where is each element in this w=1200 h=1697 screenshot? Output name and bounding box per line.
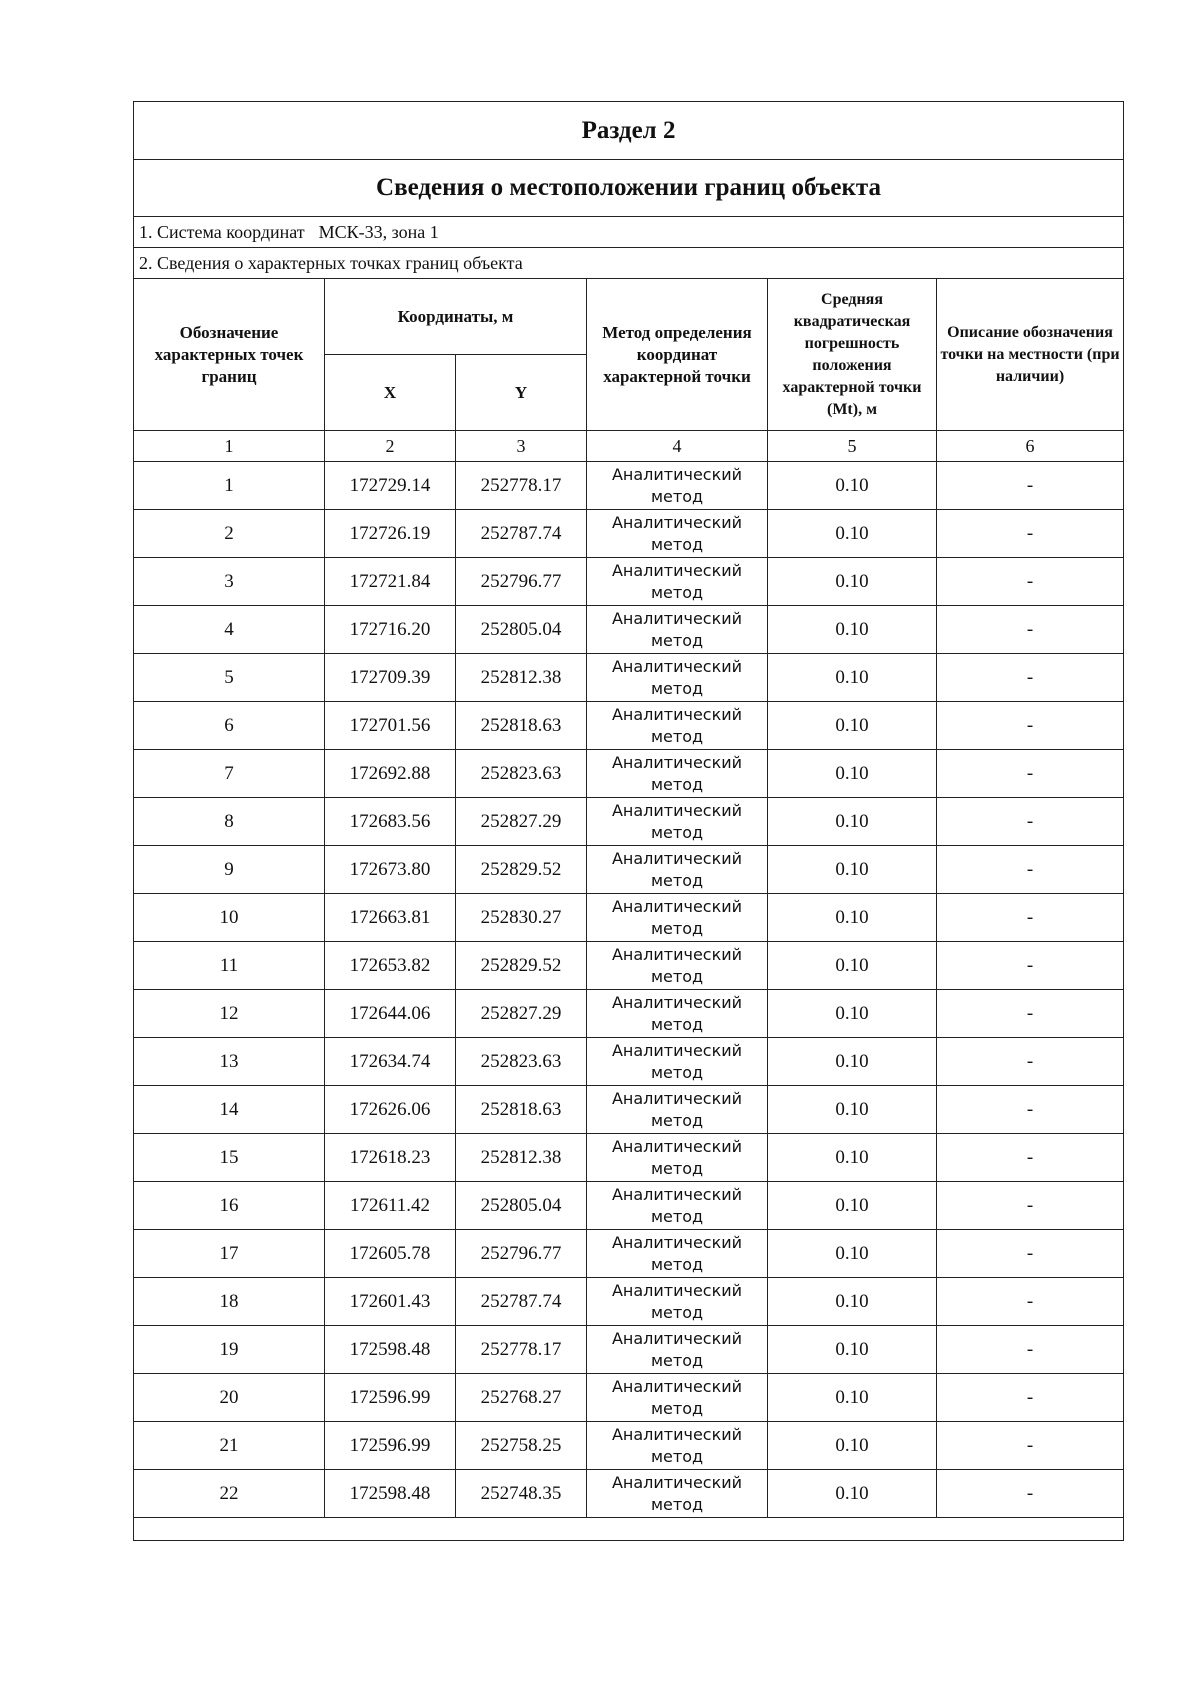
column-numbers-row <box>134 431 1124 462</box>
mean-square-error: 0.10 <box>768 846 937 894</box>
mean-square-error: 0.10 <box>768 798 937 846</box>
coord-x: 172626.06 <box>325 1086 456 1134</box>
section-table <box>133 101 1124 1541</box>
point-number: 9 <box>134 846 325 894</box>
coord-x: 172634.74 <box>325 1038 456 1086</box>
coord-y: 252787.74 <box>456 1278 587 1326</box>
point-description: - <box>937 1326 1124 1374</box>
point-number: 3 <box>134 558 325 606</box>
col-header-y: Y <box>456 355 587 431</box>
mean-square-error: 0.10 <box>768 558 937 606</box>
coord-y: 252796.77 <box>456 1230 587 1278</box>
coord-y: 252778.17 <box>456 462 587 510</box>
column-number: 4 <box>587 431 768 462</box>
mean-square-error: 0.10 <box>768 1470 937 1518</box>
mean-square-error: 0.10 <box>768 462 937 510</box>
point-description: - <box>937 1086 1124 1134</box>
method: Аналитический метод <box>587 702 768 750</box>
coord-y: 252829.52 <box>456 942 587 990</box>
point-description: - <box>937 558 1124 606</box>
mean-square-error: 0.10 <box>768 1326 937 1374</box>
point-description: - <box>937 1470 1124 1518</box>
coord-y: 252823.63 <box>456 750 587 798</box>
point-description: - <box>937 462 1124 510</box>
table-row <box>134 846 1124 894</box>
table-row <box>134 1086 1124 1134</box>
coord-x: 172618.23 <box>325 1134 456 1182</box>
column-number: 1 <box>134 431 325 462</box>
coord-y: 252748.35 <box>456 1470 587 1518</box>
point-description: - <box>937 942 1124 990</box>
coord-y: 252812.38 <box>456 1134 587 1182</box>
method: Аналитический метод <box>587 894 768 942</box>
mean-square-error: 0.10 <box>768 1182 937 1230</box>
column-number: 5 <box>768 431 937 462</box>
coordinate-system-label: 1. Система координат <box>139 221 305 242</box>
table-row <box>134 606 1124 654</box>
coord-x: 172611.42 <box>325 1182 456 1230</box>
section-title: Раздел 2 <box>134 102 1124 160</box>
coord-x: 172598.48 <box>325 1326 456 1374</box>
point-number: 7 <box>134 750 325 798</box>
point-description: - <box>937 1182 1124 1230</box>
coord-x: 172721.84 <box>325 558 456 606</box>
table-row <box>134 1038 1124 1086</box>
table-row <box>134 702 1124 750</box>
point-description: - <box>937 750 1124 798</box>
coord-y: 252758.25 <box>456 1422 587 1470</box>
point-number: 16 <box>134 1182 325 1230</box>
point-number: 20 <box>134 1374 325 1422</box>
coord-x: 172653.82 <box>325 942 456 990</box>
coord-y: 252805.04 <box>456 1182 587 1230</box>
coord-y: 252827.29 <box>456 798 587 846</box>
coord-x: 172726.19 <box>325 510 456 558</box>
method: Аналитический метод <box>587 1038 768 1086</box>
table-row <box>134 510 1124 558</box>
coord-x: 172692.88 <box>325 750 456 798</box>
document-page <box>133 101 1123 1541</box>
mean-square-error: 0.10 <box>768 942 937 990</box>
coord-x: 172596.99 <box>325 1422 456 1470</box>
point-number: 10 <box>134 894 325 942</box>
mean-square-error: 0.10 <box>768 702 937 750</box>
coord-y: 252818.63 <box>456 1086 587 1134</box>
col-header-method: Метод определения координат характерной точки <box>587 279 768 431</box>
method: Аналитический метод <box>587 1326 768 1374</box>
mean-square-error: 0.10 <box>768 1086 937 1134</box>
point-number: 8 <box>134 798 325 846</box>
point-description: - <box>937 1374 1124 1422</box>
method: Аналитический метод <box>587 1374 768 1422</box>
col-header-error: Средняя квадратическая погрешность положения характерной точки (Mt), м <box>768 279 937 431</box>
mean-square-error: 0.10 <box>768 990 937 1038</box>
table-row <box>134 1326 1124 1374</box>
point-number: 22 <box>134 1470 325 1518</box>
point-number: 2 <box>134 510 325 558</box>
coord-x: 172709.39 <box>325 654 456 702</box>
point-number: 11 <box>134 942 325 990</box>
coordinate-system-row <box>134 217 1124 248</box>
point-number: 4 <box>134 606 325 654</box>
method: Аналитический метод <box>587 1278 768 1326</box>
coord-x: 172716.20 <box>325 606 456 654</box>
mean-square-error: 0.10 <box>768 1230 937 1278</box>
coord-y: 252778.17 <box>456 1326 587 1374</box>
mean-square-error: 0.10 <box>768 750 937 798</box>
coord-y: 252787.74 <box>456 510 587 558</box>
coord-y: 252827.29 <box>456 990 587 1038</box>
table-tail-row <box>134 1518 1124 1541</box>
point-description: - <box>937 990 1124 1038</box>
point-description: - <box>937 510 1124 558</box>
point-description: - <box>937 702 1124 750</box>
mean-square-error: 0.10 <box>768 1134 937 1182</box>
table-row <box>134 942 1124 990</box>
coord-y: 252829.52 <box>456 846 587 894</box>
method: Аналитический метод <box>587 462 768 510</box>
col-header-x: X <box>325 355 456 431</box>
table-row <box>134 1134 1124 1182</box>
method: Аналитический метод <box>587 990 768 1038</box>
point-number: 6 <box>134 702 325 750</box>
method: Аналитический метод <box>587 846 768 894</box>
point-description: - <box>937 606 1124 654</box>
point-description: - <box>937 1230 1124 1278</box>
table-row <box>134 1374 1124 1422</box>
mean-square-error: 0.10 <box>768 654 937 702</box>
coord-y: 252823.63 <box>456 1038 587 1086</box>
column-number: 2 <box>325 431 456 462</box>
column-number: 3 <box>456 431 587 462</box>
method: Аналитический метод <box>587 1470 768 1518</box>
point-number: 13 <box>134 1038 325 1086</box>
point-number: 12 <box>134 990 325 1038</box>
point-number: 1 <box>134 462 325 510</box>
table-row <box>134 750 1124 798</box>
method: Аналитический метод <box>587 1086 768 1134</box>
coord-x: 172683.56 <box>325 798 456 846</box>
point-description: - <box>937 1278 1124 1326</box>
coord-x: 172605.78 <box>325 1230 456 1278</box>
coordinate-system-value: МСК-33, зона 1 <box>318 221 439 242</box>
point-description: - <box>937 894 1124 942</box>
method: Аналитический метод <box>587 1230 768 1278</box>
col-header-designation: Обозначение характерных точек границ <box>134 279 325 431</box>
point-number: 18 <box>134 1278 325 1326</box>
coord-x: 172663.81 <box>325 894 456 942</box>
col-header-description: Описание обозначения точки на местности (при наличии) <box>937 279 1124 431</box>
point-description: - <box>937 654 1124 702</box>
point-number: 19 <box>134 1326 325 1374</box>
point-description: - <box>937 798 1124 846</box>
method: Аналитический метод <box>587 558 768 606</box>
coord-x: 172701.56 <box>325 702 456 750</box>
point-number: 14 <box>134 1086 325 1134</box>
method: Аналитический метод <box>587 606 768 654</box>
table-row <box>134 894 1124 942</box>
method: Аналитический метод <box>587 942 768 990</box>
table-row <box>134 798 1124 846</box>
point-description: - <box>937 1038 1124 1086</box>
method: Аналитический метод <box>587 750 768 798</box>
point-description: - <box>937 1422 1124 1470</box>
empty-cell <box>134 1518 1124 1541</box>
coord-x: 172729.14 <box>325 462 456 510</box>
table-row <box>134 1278 1124 1326</box>
method: Аналитический метод <box>587 654 768 702</box>
method: Аналитический метод <box>587 798 768 846</box>
coord-y: 252805.04 <box>456 606 587 654</box>
table-row <box>134 462 1124 510</box>
coord-x: 172601.43 <box>325 1278 456 1326</box>
coord-x: 172596.99 <box>325 1374 456 1422</box>
coord-x: 172644.06 <box>325 990 456 1038</box>
mean-square-error: 0.10 <box>768 606 937 654</box>
table-row <box>134 1470 1124 1518</box>
point-description: - <box>937 1134 1124 1182</box>
coord-y: 252768.27 <box>456 1374 587 1422</box>
coord-y: 252812.38 <box>456 654 587 702</box>
mean-square-error: 0.10 <box>768 510 937 558</box>
mean-square-error: 0.10 <box>768 1374 937 1422</box>
table-row <box>134 1422 1124 1470</box>
point-number: 15 <box>134 1134 325 1182</box>
points-heading: 2. Сведения о характерных точках границ объекта <box>134 248 1124 279</box>
table-row <box>134 654 1124 702</box>
mean-square-error: 0.10 <box>768 894 937 942</box>
method: Аналитический метод <box>587 1134 768 1182</box>
table-row <box>134 990 1124 1038</box>
point-number: 5 <box>134 654 325 702</box>
coord-x: 172598.48 <box>325 1470 456 1518</box>
col-header-coordinates: Координаты, м <box>325 279 587 355</box>
coord-y: 252818.63 <box>456 702 587 750</box>
method: Аналитический метод <box>587 510 768 558</box>
mean-square-error: 0.10 <box>768 1422 937 1470</box>
method: Аналитический метод <box>587 1422 768 1470</box>
section-subtitle: Сведения о местоположении границ объекта <box>134 160 1124 217</box>
point-number: 21 <box>134 1422 325 1470</box>
table-row <box>134 558 1124 606</box>
point-description: - <box>937 846 1124 894</box>
coord-y: 252796.77 <box>456 558 587 606</box>
coord-x: 172673.80 <box>325 846 456 894</box>
table-row <box>134 1182 1124 1230</box>
point-number: 17 <box>134 1230 325 1278</box>
column-number: 6 <box>937 431 1124 462</box>
mean-square-error: 0.10 <box>768 1038 937 1086</box>
coord-y: 252830.27 <box>456 894 587 942</box>
method: Аналитический метод <box>587 1182 768 1230</box>
table-row <box>134 1230 1124 1278</box>
mean-square-error: 0.10 <box>768 1278 937 1326</box>
